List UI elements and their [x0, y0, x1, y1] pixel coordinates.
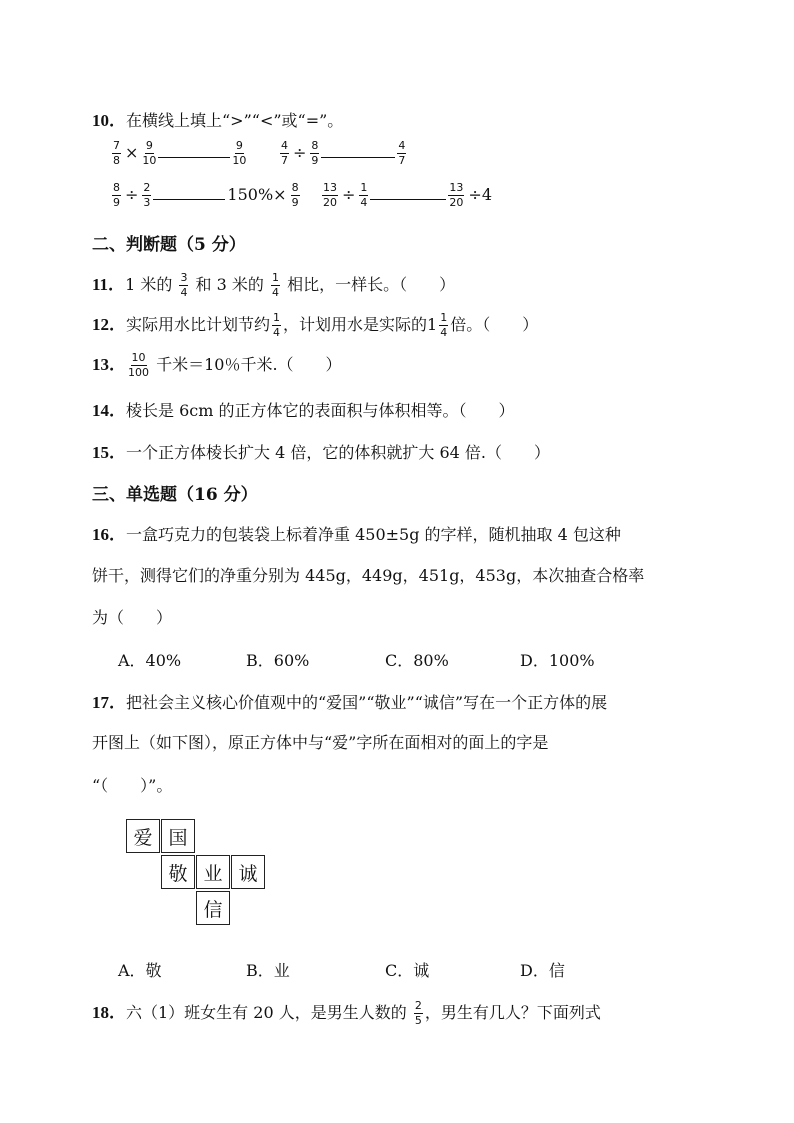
- fraction: $\frac{4}{7}$: [281, 139, 288, 168]
- question-number: 18．: [92, 1003, 126, 1022]
- question-16-line-2: 饼干，测得它们的净重分别为 445g，449g，451g，453g，本次抽查合格率: [92, 566, 645, 585]
- question-17-line-2: 开图上（如下图），原正方体中与“爱”字所在面相对的面上的字是: [92, 733, 549, 752]
- fraction: $\frac{2}{3}$: [143, 181, 151, 210]
- fraction: $\frac{8}{9}$: [311, 139, 319, 168]
- fraction: $\frac{1}{4}$: [273, 310, 281, 339]
- option-b[interactable]: B．60%: [246, 651, 310, 670]
- fraction: $\frac{9}{10}$: [142, 139, 157, 168]
- answer-blank[interactable]: [158, 143, 230, 158]
- comparison-1: [110, 140, 248, 167]
- option-d[interactable]: D．信: [520, 961, 565, 980]
- question-18: 18．六（1）班女生有 20 人，是男生人数的 $\frac{2}{5}$ ，男生有几人？下面列式: [92, 998, 601, 1027]
- fraction: $\frac{13}{20}$: [449, 181, 464, 210]
- answer-blank[interactable]: [153, 185, 225, 200]
- fraction: $\frac{1}{4}$: [440, 310, 448, 339]
- comparison-4: [320, 182, 494, 209]
- fraction: $\frac{7}{8}$: [113, 139, 120, 168]
- fraction: $\frac{8}{9}$: [113, 181, 120, 210]
- expression-text: 150%×: [227, 185, 287, 205]
- fraction: $\frac{2}{5}$: [414, 998, 422, 1027]
- option-a[interactable]: A．敬: [118, 961, 162, 980]
- fraction: $\frac{8}{9}$: [291, 181, 299, 210]
- question-number: 10．: [92, 111, 126, 130]
- question-number: 11．: [92, 275, 126, 294]
- question-15: 15．一个正方体棱长扩大 4 倍，它的体积就扩大 64 倍.（ ）: [92, 443, 550, 462]
- question-13: 13． $\frac{10}{100}$ 千米＝10％千米.（ ）: [92, 350, 342, 379]
- expression-text: ÷4: [468, 185, 492, 205]
- answer-blank[interactable]: [370, 185, 446, 200]
- fraction: $\frac{3}{4}$: [180, 270, 188, 299]
- fraction: $\frac{9}{10}$: [232, 139, 247, 168]
- operator: ×: [125, 143, 139, 163]
- option-d[interactable]: D．100%: [520, 651, 595, 670]
- section-title-judgement: 二、判断题（5 分）: [92, 235, 246, 255]
- question-number: 15．: [92, 443, 126, 462]
- net-cell: 爱: [126, 819, 160, 853]
- mixed-whole: 1: [427, 315, 438, 334]
- fraction: $\frac{4}{7}$: [398, 139, 406, 168]
- net-cell: 国: [161, 819, 195, 853]
- question-10: [92, 106, 343, 131]
- question-17-line-1: 17．把社会主义核心价值观中的“爱国”“敬业”“诚信”写在一个正方体的展: [92, 693, 608, 712]
- question-number: 16．: [92, 525, 126, 544]
- question-number: 13．: [92, 355, 126, 374]
- question-16-line-1: 16．一盒巧克力的包装袋上标着净重 450±5g 的字样，随机抽取 4 包这种: [92, 525, 621, 544]
- question-17-line-3: “（ ）”。: [92, 776, 173, 795]
- fraction: $\frac{1}{4}$: [271, 270, 279, 299]
- comparison-2: [278, 140, 408, 167]
- net-cell: 业: [196, 855, 230, 889]
- operator: ÷: [293, 143, 307, 163]
- fraction: $\frac{1}{4}$: [360, 181, 368, 210]
- question-text: 在横线上填上“>”“<”或“=”。: [126, 111, 344, 130]
- fraction: $\frac{13}{20}$: [323, 181, 337, 210]
- question-number: 17．: [92, 693, 126, 712]
- fraction: $\frac{10}{100}$: [128, 350, 149, 379]
- net-cell: 信: [196, 891, 230, 925]
- section-title-single-choice: 三、单选题（16 分）: [92, 485, 258, 505]
- comparison-3: [110, 182, 302, 209]
- question-number: 12．: [92, 315, 126, 334]
- net-cell: 敬: [161, 855, 195, 889]
- question-14: 14．棱长是 6cm 的正方体它的表面积与体积相等。（ ）: [92, 401, 515, 420]
- operator: ÷: [342, 185, 356, 205]
- option-c[interactable]: C．80%: [385, 651, 449, 670]
- net-cell: 诚: [231, 855, 265, 889]
- option-a[interactable]: A．40%: [118, 651, 182, 670]
- answer-blank[interactable]: [321, 143, 395, 158]
- option-c[interactable]: C．诚: [385, 961, 430, 980]
- question-11: 11．1 米的 $\frac{3}{4}$ 和 3 米的 $\frac{1}{4}$ 相比，一样长。（ ）: [92, 270, 456, 299]
- question-16-line-3: 为（ ）: [92, 608, 173, 627]
- option-b[interactable]: B．业: [246, 961, 290, 980]
- operator: ÷: [125, 185, 139, 205]
- question-number: 14．: [92, 401, 126, 420]
- question-12: 12．实际用水比计划节约 $\frac{1}{4}$ ，计划用水是实际的1 $\frac{1}{4}$ 倍。（ ）: [92, 310, 539, 339]
